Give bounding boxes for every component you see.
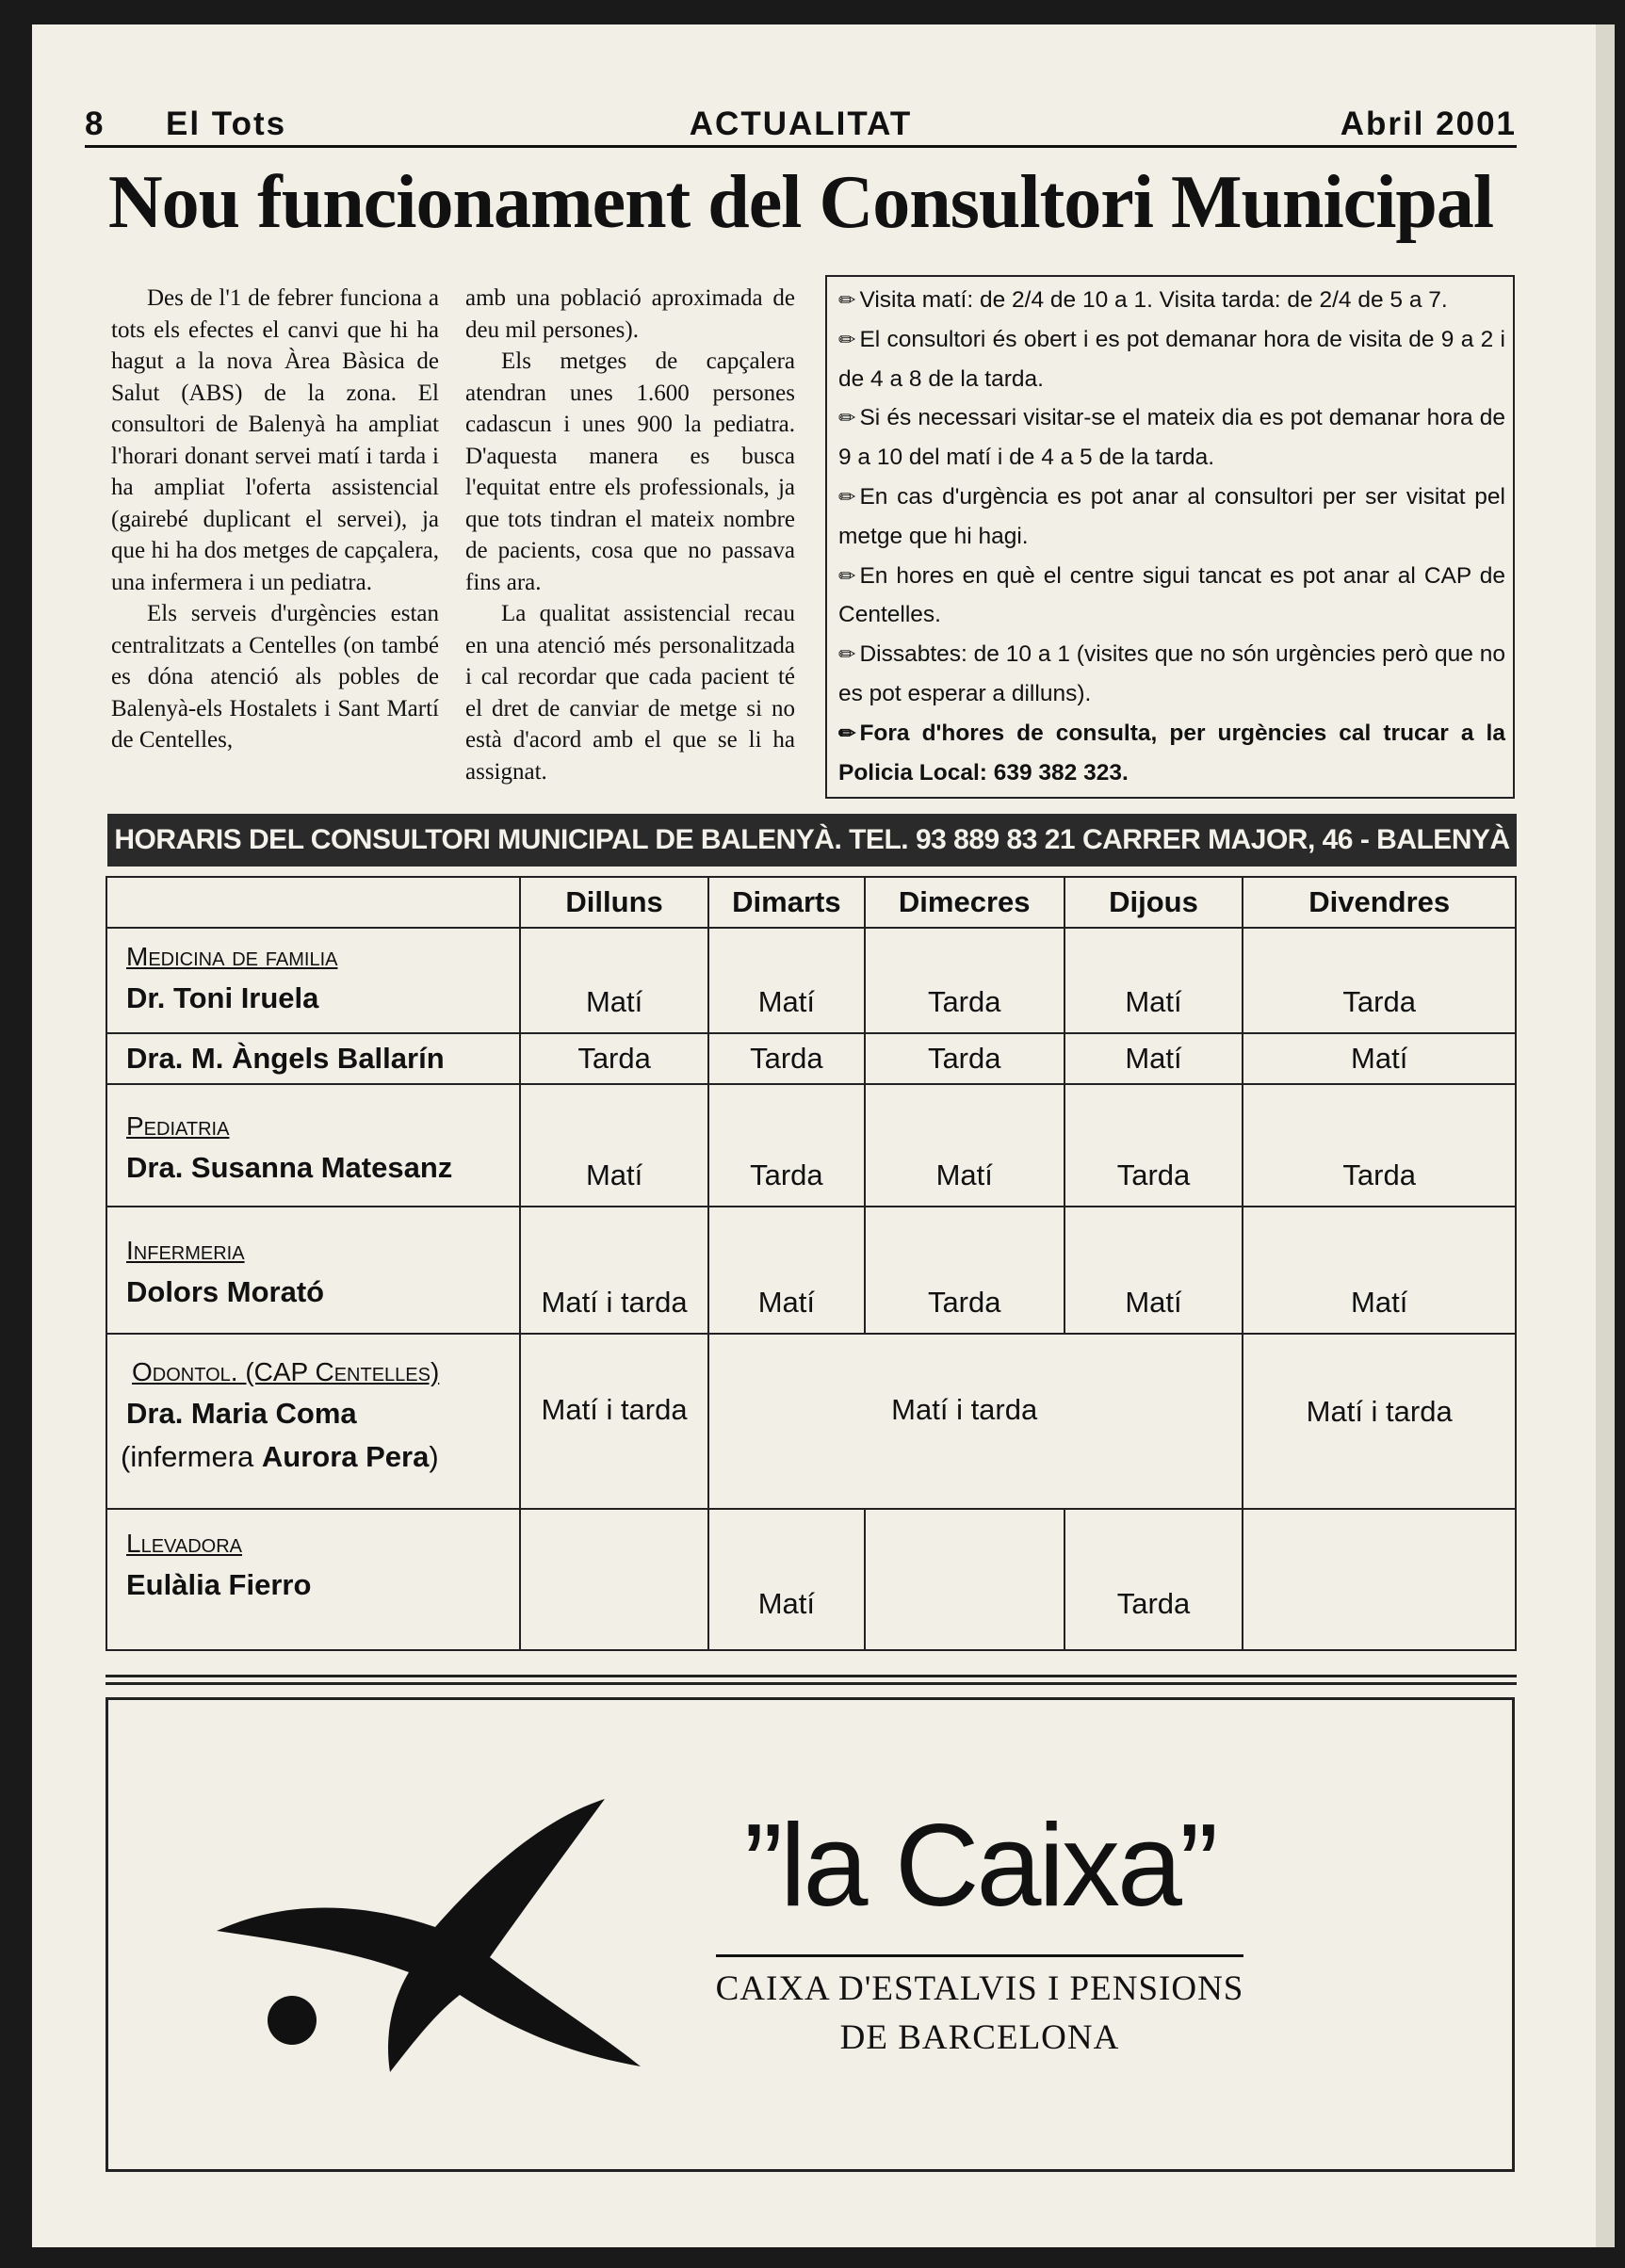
nurse-note: (infermera Aurora Pera)	[121, 1440, 439, 1473]
article-column-2	[465, 283, 795, 787]
page-edge	[1596, 24, 1615, 2247]
info-item-emergency: ✏ Fora d'hores de consulta, per urgències cal trucar a la Policia Local: 639 382 323.	[838, 720, 1505, 786]
doctor-name: Dra. Susanna Matesanz	[126, 1151, 453, 1184]
time-cell: Matí i tarda	[520, 1207, 708, 1334]
category-label: Medicina de familia	[126, 942, 338, 971]
table-header-row	[106, 877, 1516, 928]
publication-name: El Tots	[166, 105, 287, 142]
time-cell: Matí	[1064, 1207, 1243, 1334]
time-cell: Tarda	[708, 1033, 865, 1084]
time-cell: Tarda	[865, 928, 1064, 1033]
schedule-table	[106, 876, 1517, 1651]
page-header	[85, 79, 1517, 148]
article-paragraph: Des de l'1 de febrer funciona a tots els efectes el canvi que hi ha hagut a la nova Àrea Bàsica de Salut (ABS) de la zona. El consultori de Balenyà ha ampliat l'horari donant servei matí i tarda i ha ampliat l'oferta assistencial (gairebé duplicant el servei), ja que hi ha dos metges de capçalera, una infermera i un pediatra.	[111, 285, 439, 595]
table-row	[106, 928, 1516, 1033]
info-item: ✏ En hores en què el centre sigui tancat es pot anar al CAP de Centelles.	[838, 562, 1505, 628]
ad-subtitle-line-2: DE BARCELONA	[839, 2018, 1120, 2057]
category-label: Infermeria	[126, 1236, 245, 1265]
time-cell: Matí	[865, 1084, 1064, 1207]
day-header: Divendres	[1243, 877, 1516, 928]
day-header: Dimarts	[708, 877, 865, 928]
time-cell: Tarda	[865, 1207, 1064, 1334]
doctor-name: Dra. Maria Coma	[126, 1397, 357, 1430]
pencil-icon: ✏	[838, 563, 856, 588]
ad-brand-name: ”la Caixa”	[743, 1801, 1216, 1931]
ad-rule	[716, 1954, 1243, 1957]
table-row	[106, 1033, 1516, 1084]
table-row	[106, 1207, 1516, 1334]
schedule-banner: HORARIS DEL CONSULTORI MUNICIPAL DE BALENYÀ. TEL. 93 889 83 21 CARRER MAJOR, 46 - BALENYÀ	[107, 814, 1517, 867]
time-cell: Matí	[1243, 1033, 1516, 1084]
pencil-icon: ✏	[838, 721, 856, 745]
time-cell: Tarda	[865, 1033, 1064, 1084]
time-cell	[1064, 1334, 1243, 1509]
article-column-1	[111, 283, 439, 756]
doctor-name: Dra. M. Àngels Ballarín	[126, 1042, 445, 1075]
doctor-name: Dr. Toni Iruela	[126, 981, 319, 1014]
time-cell: Tarda	[1243, 1084, 1516, 1207]
section-name: ACTUALITAT	[689, 105, 913, 142]
table-corner	[106, 877, 520, 928]
time-cell: Tarda	[708, 1084, 865, 1207]
time-cell	[708, 1334, 865, 1509]
time-cell: Matí	[708, 928, 865, 1033]
article-paragraph: Els serveis d'urgències estan centralitzats a Centelles (on també es dóna atenció als pobles de Balenyà-els Hostalets i Sant Martí de Centelles,	[111, 601, 439, 753]
ad-subtitle-line-1: CAIXA D'ESTALVIS I PENSIONS	[715, 1969, 1244, 2008]
la-caixa-star-logo	[217, 1799, 650, 2072]
divider	[106, 1682, 1517, 1685]
time-cell: Matí	[520, 928, 708, 1033]
time-cell: Matí	[1064, 1033, 1243, 1084]
pencil-icon: ✏	[838, 484, 856, 509]
doctor-name: Dolors Morató	[126, 1275, 325, 1308]
info-item: ✏ Visita matí: de 2/4 de 10 a 1. Visita tarda: de 2/4 de 5 a 7.	[838, 287, 1448, 313]
time-cell	[1243, 1509, 1516, 1650]
article-paragraph: Els metges de capçalera atendran unes 1.600 persones cadascun i unes 900 la pediatra. D'aquesta manera es busca l'equitat entre els professionals, ja que tots tindran el mateix nombre de pacients, cosa que no passava fins ara.	[465, 348, 795, 595]
day-header: Dimecres	[865, 877, 1064, 928]
info-item: ✏ Dissabtes: de 10 a 1 (visites que no són urgències però que no es pot esperar a dilluns).	[838, 641, 1505, 706]
time-cell: Matí	[520, 1084, 708, 1207]
time-cell: Matí i tarda	[1243, 1334, 1516, 1509]
time-cell: Tarda	[1064, 1509, 1243, 1650]
time-cell: Matí i tarda	[865, 1334, 1064, 1509]
time-cell	[520, 1509, 708, 1650]
info-item: ✏ En cas d'urgència es pot anar al consultori per ser visitat pel metge que hi hagi.	[838, 483, 1505, 549]
pencil-icon: ✏	[838, 288, 856, 312]
table-row	[106, 1334, 1516, 1509]
time-cell: Matí	[1243, 1207, 1516, 1334]
time-cell	[865, 1509, 1064, 1650]
article-paragraph: amb una població aproximada de deu mil persones).	[465, 285, 795, 343]
time-cell: Matí	[708, 1207, 865, 1334]
doctor-name: Eulàlia Fierro	[126, 1568, 312, 1601]
category-label: Llevadora	[126, 1529, 243, 1558]
issue-date: Abril 2001	[1340, 105, 1517, 142]
page-number: 8	[85, 105, 106, 142]
category-label: Pediatria	[126, 1111, 230, 1141]
pencil-icon: ✏	[838, 642, 856, 667]
time-cell: Tarda	[1064, 1084, 1243, 1207]
pencil-icon: ✏	[838, 406, 856, 430]
info-item: ✏ El consultori és obert i es pot demanar hora de visita de 9 a 2 i de 4 a 8 de la tarda.	[838, 326, 1505, 392]
category-label: Odontol. (CAP Centelles)	[132, 1357, 440, 1386]
day-header: Dilluns	[520, 877, 708, 928]
pencil-icon: ✏	[838, 327, 856, 351]
table-row	[106, 1509, 1516, 1650]
day-header: Dijous	[1064, 877, 1243, 928]
article-title: Nou funcionament del Consultori Municipal	[107, 161, 1494, 244]
divider	[106, 1675, 1517, 1677]
time-cell: Tarda	[1243, 928, 1516, 1033]
info-box	[825, 275, 1515, 799]
time-cell: Matí	[708, 1509, 865, 1650]
info-item: ✏ Si és necessari visitar-se el mateix dia es pot demanar hora de 9 a 10 del matí i de 4 a 5 de la tarda.	[838, 405, 1505, 471]
time-cell: Matí i tarda	[520, 1334, 708, 1509]
article-paragraph: La qualitat assistencial recau en una atenció més personalitzada i cal recordar que cada pacient té el dret de canviar de metge si no està d'acord amb el que se li ha assignat.	[465, 601, 795, 785]
time-cell: Tarda	[520, 1033, 708, 1084]
time-cell: Matí	[1064, 928, 1243, 1033]
table-row	[106, 1084, 1516, 1207]
